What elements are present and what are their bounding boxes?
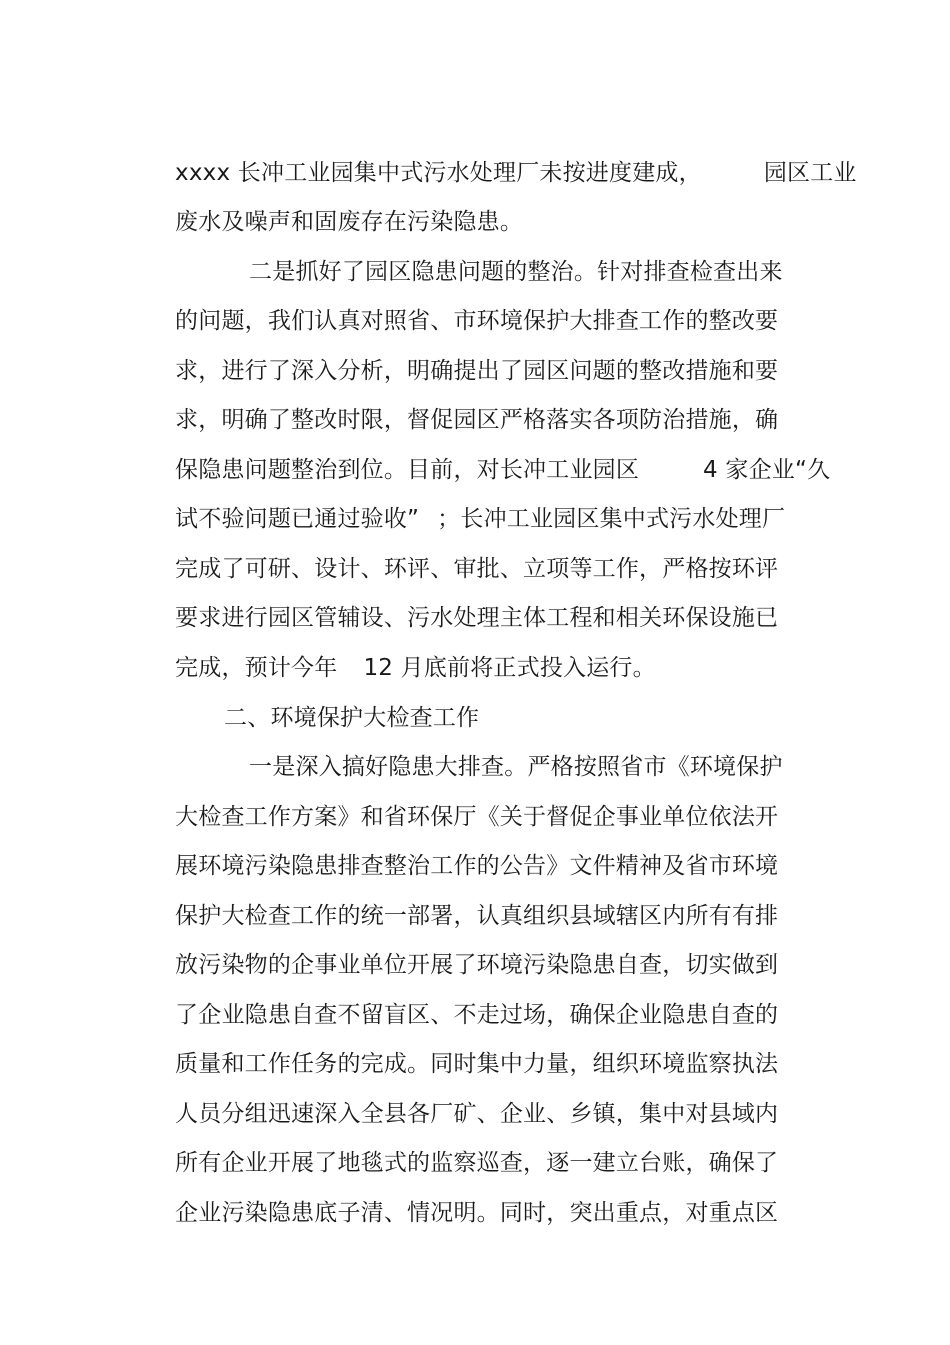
text-segment: 二是抓好了园区隐患问题的整治。针对排查检查出来 [249, 259, 783, 285]
text-segment: ；长冲工业园区集中式污水处理厂 [437, 506, 786, 532]
text-line [145, 1168, 778, 1258]
text-segment: 完成了可研、设计、环评、审批、立项等工作，严格按环评 [175, 556, 779, 582]
text-segment: 废水及噪声和固废存在污染隐患。 [175, 209, 524, 235]
text-segment: 人员分组迅速深入全县各厂矿、企业、乡镇，集中对县域内 [175, 1101, 779, 1127]
text-segment: 一是深入搞好隐患大排查。严格按照省市《环境保护 [249, 754, 783, 780]
text-segment: 的问题，我们认真对照省、市环境保护大排查工作的整改要 [175, 308, 779, 334]
text-segment: 放污染物的企事业单位开展了环境污染隐患自查，切实做到 [175, 952, 779, 978]
text-segment: 完成，预计今年 [175, 655, 338, 681]
text-segment: 二、环境保护大检查工作 [224, 705, 480, 731]
text-segment: 保隐患问题整治到位。目前，对长冲工业园区 [175, 457, 640, 483]
text-segment: 求，明确了整改时限，督促园区严格落实各项防治措施，确 [175, 407, 779, 433]
text-segment: 所有企业开展了地毯式的监察巡查，逐一建立台账，确保了 [175, 1150, 779, 1176]
text-segment: 大检查工作方案》和省环保厅《关于督促企事业单位依法开 [175, 804, 779, 830]
text-segment: 质量和工作任务的完成。同时集中力量，组织环境监察执法 [175, 1051, 779, 1077]
text-segment: 企业污染隐患底子清、情况明。同时，突出重点，对重点区 [175, 1200, 779, 1226]
text-segment: 要求进行园区管辅设、污水处理主体工程和相关环保设施已 [175, 605, 779, 631]
text-segment: 保护大检查工作的统一部署，认真组织县域辖区内所有有排 [175, 903, 779, 929]
text-segment: 求，进行了深入分析，明确提出了园区问题的整改措施和要 [175, 358, 779, 384]
text-segment: 4 家企业“久 [703, 457, 831, 483]
text-segment: xxxx 长冲工业园集中式污水处理厂未按进度建成， [175, 160, 702, 186]
text-segment: 12 月底前将正式投入运行。 [363, 655, 656, 681]
text-segment: 了企业隐患自查不留盲区、不走过场，确保企业隐患自查的 [175, 1002, 779, 1028]
text-segment: 试不验问题已通过验收” [175, 506, 420, 532]
text-segment: 园区工业 [763, 160, 857, 186]
text-segment: 展环境污染隐患排查整治工作的公告》文件精神及省市环境 [175, 853, 779, 879]
